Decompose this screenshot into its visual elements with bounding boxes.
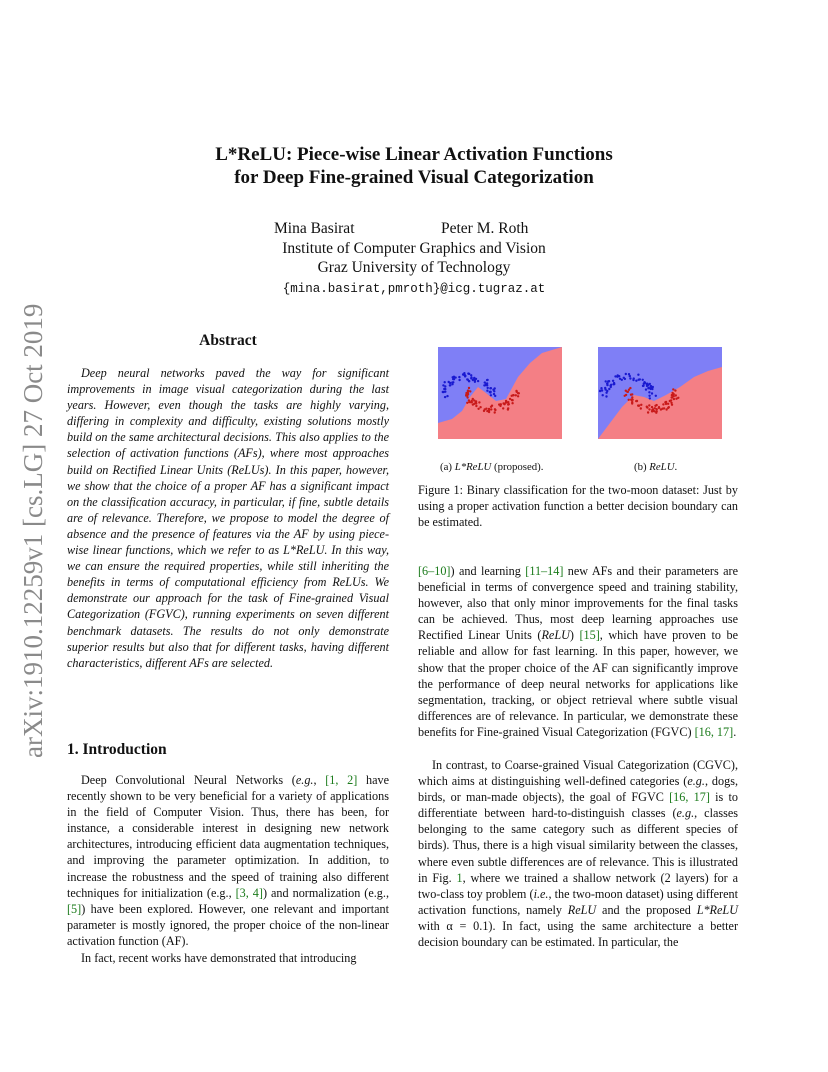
blue-point [608, 380, 610, 382]
blue-point [637, 374, 639, 376]
blue-point [635, 380, 637, 382]
blue-point [648, 395, 650, 397]
blue-point [613, 383, 615, 385]
red-point [507, 401, 509, 403]
author-1: Mina Basirat [274, 220, 355, 237]
red-point [469, 390, 471, 392]
figure-reference-link[interactable]: 1 [456, 870, 463, 885]
email: {mina.basirat,pmroth}@icg.tugraz.at [282, 282, 546, 296]
red-point [468, 387, 470, 389]
arxiv-id: arXiv:1910.12259v1 [cs.LG] 27 Oct 2019 [18, 303, 48, 758]
blue-point [449, 384, 451, 386]
red-point [655, 404, 657, 406]
blue-point [487, 387, 489, 389]
red-point [660, 408, 662, 410]
section-heading-introduction: 1. Introduction [67, 741, 167, 758]
blue-point [642, 379, 644, 381]
blue-point [652, 386, 654, 388]
red-point [512, 394, 514, 396]
red-point [640, 407, 642, 409]
blue-point [444, 391, 446, 393]
blue-point [605, 395, 607, 397]
red-point [473, 399, 475, 401]
red-point [670, 402, 672, 404]
blue-point [649, 397, 651, 399]
figure-1a-caption: (a) L*ReLU (proposed). [440, 461, 544, 473]
intro-paragraph-2: In fact, recent works have demonstrated that introducing [81, 951, 357, 965]
red-point [471, 401, 473, 403]
figure-1-caption: Figure 1: Binary classification for the two-moon dataset: Just by using a proper activation function a better decision boundary can be estimated. [418, 483, 738, 530]
blue-point [486, 390, 488, 392]
figure-1b-plot [598, 347, 722, 439]
red-point [636, 400, 638, 402]
figure-1b-caption: (b) ReLU. [634, 461, 678, 473]
red-point [628, 399, 630, 401]
blue-point [464, 375, 466, 377]
blue-point [486, 382, 488, 384]
red-point [515, 394, 517, 396]
red-point [665, 403, 667, 405]
blue-point [651, 388, 653, 390]
red-point [628, 389, 630, 391]
citation-link[interactable]: [16, 17] [669, 790, 710, 805]
red-point [656, 408, 658, 410]
paper-title-line-2: for Deep Fine-grained Visual Categorization [234, 167, 594, 188]
blue-point [489, 391, 491, 393]
blue-point [489, 387, 491, 389]
affiliation-1: Institute of Computer Graphics and Vision [282, 240, 546, 257]
citation-link[interactable]: [16, 17] [694, 724, 734, 739]
red-point [646, 406, 648, 408]
blue-point [446, 395, 448, 397]
citation-link[interactable]: [3, 4] [235, 885, 263, 900]
blue-point [600, 387, 602, 389]
blue-point [623, 377, 625, 379]
red-point [511, 402, 513, 404]
red-point [663, 407, 665, 409]
blue-point [628, 373, 630, 375]
red-point [466, 396, 468, 398]
blue-point [633, 377, 635, 379]
blue-point [477, 380, 479, 382]
blue-point [442, 391, 444, 393]
red-point [483, 410, 485, 412]
red-point [631, 402, 633, 404]
blue-point [625, 373, 627, 375]
blue-point [470, 377, 472, 379]
red-point [658, 406, 660, 408]
arxiv-sidebar-stamp [12, 290, 52, 760]
blue-point [648, 387, 650, 389]
blue-point [605, 380, 607, 382]
blue-point [621, 379, 623, 381]
red-point [517, 395, 519, 397]
red-point [672, 388, 674, 390]
blue-point [616, 376, 618, 378]
red-point [673, 393, 675, 395]
red-point [631, 399, 633, 401]
red-point [499, 405, 501, 407]
blue-point [444, 381, 446, 383]
red-point [485, 408, 487, 410]
blue-point [486, 379, 488, 381]
red-point [655, 412, 657, 414]
red-point [624, 395, 626, 397]
red-point [673, 398, 675, 400]
blue-point [458, 379, 460, 381]
blue-point [646, 384, 648, 386]
red-point [667, 403, 669, 405]
citation-link[interactable]: [1, 2] [325, 773, 358, 787]
red-point [511, 399, 513, 401]
red-point [479, 406, 481, 408]
blue-point [452, 376, 454, 378]
blue-point [490, 394, 492, 396]
red-point [674, 389, 676, 391]
right-paragraph-2: In contrast, to Coarse-grained Visual Categorization (CGVC), which aims at distinguishing well-defined categories (e.g., dogs, birds, or man-made objects), the goal of FGVC [16, 17] is to differentiate between hard-to-distinguish classes (e.g., classes belonging to the same category such as different species of birds). Thus, there is a high visual similarity between the classes, where even subtle differences are of relevance. This is illustrated in Fig. 1, where we trained a shallow network (2 layers) for a two-class toy problem (i.e., the two-moon dataset) using different activation functions, namely ReLU and the proposed L*ReLU with α = 0.1). In fact, using the same architecture a better decision boundary can be estimated. In particular, the [418, 758, 739, 950]
blue-point [612, 380, 614, 382]
intro-paragraph-1: Deep Convolutional Neural Networks (e.g., [1, 2] have recently shown to be very beneficial for a variety of applications in the field of Computer Vision. Thus, there has been, for instance, a considerable interest in designing new network architectures, introducing efficient data augmentation techniques, and improving the parameter optimization. In addition, to increase the robustness and the speed of training also different techniques for initialization (e.g., [3, 4]) and normalization (e.g., [5]) have been explored. However, one relevant and important parameter is mostly ignored, the proper choice of the non-linear activation function (AF). [67, 773, 390, 948]
citation-link[interactable]: [11–14] [525, 564, 564, 578]
figure-1a-plot [438, 347, 562, 439]
red-point [515, 390, 517, 392]
blue-point [443, 388, 445, 390]
red-point [490, 406, 492, 408]
red-point [662, 403, 664, 405]
red-point [640, 404, 642, 406]
red-point [670, 399, 672, 401]
red-point [505, 400, 507, 402]
blue-point [467, 372, 469, 374]
red-point [472, 403, 474, 405]
blue-point [466, 378, 468, 380]
blue-point [473, 378, 475, 380]
affiliation-2: Graz University of Technology [317, 259, 511, 276]
blue-point [638, 379, 640, 381]
blue-point [458, 376, 460, 378]
red-point [648, 404, 650, 406]
red-point [675, 394, 677, 396]
right-paragraph-1: [6–10]) and learning [11–14] new AFs and their parameters are beneficial in terms of convergence speed and training stability, however, also that only minor improvements for the final tasks can be achieved. Thus, most deep learning approaches use Rectified Linear Units (ReLU) [15], which have proven to be reliable and allow for fast learning. In this paper, however, we show that the proper choice of the AF can significantly improve the performance of deep neural networks for applications like segmentation, tracking, or object retrieval where subtle visual differences are of relevance. In particular, we demonstrate these benefits for Fine-grained Visual Categorization (FGVC) [16, 17]. [418, 564, 738, 739]
red-point [494, 411, 496, 413]
blue-point [468, 380, 470, 382]
blue-point [449, 382, 451, 384]
red-point [647, 411, 649, 413]
red-point [466, 402, 468, 404]
red-point [648, 408, 650, 410]
blue-point [608, 388, 610, 390]
blue-point [648, 391, 650, 393]
red-point [651, 409, 653, 411]
citation-link[interactable]: [5] [67, 901, 82, 916]
red-point [651, 406, 653, 408]
abstract-heading: Abstract [199, 332, 257, 349]
red-point [631, 393, 633, 395]
blue-point [483, 384, 485, 386]
blue-point [470, 374, 472, 376]
blue-point [601, 389, 603, 391]
blue-point [492, 389, 494, 391]
blue-point [629, 377, 631, 379]
red-point [518, 392, 520, 394]
blue-point [644, 382, 646, 384]
red-point [502, 407, 504, 409]
red-point [475, 405, 477, 407]
blue-point [463, 372, 465, 374]
blue-point [452, 381, 454, 383]
red-point [667, 407, 669, 409]
red-point [494, 408, 496, 410]
blue-point [610, 386, 612, 388]
red-point [490, 408, 492, 410]
red-point [486, 410, 488, 412]
blue-point [604, 388, 606, 390]
abstract-text: Deep neural networks paved the way for significant improvements in image visual categorization during the last years. However, even though the tasks are highly varying, differing in complexity and difficulty, existing solutions mostly build on the same architectural decisions. This also applies to the selection of activation functions (AFs), where most approaches build on Rectified Linear Units (ReLUs). In this paper, however, we show that the choice of a proper AF has a significant impact on the classification accuracy, in particular, if fine, subtle details are of relevance. Therefore, we propose to model the degree of absence and the presence of features via the AF by using piece-wise linear functions, which we refer to as L*ReLU. In this way, we can ensure the required properties, while still inheriting the benefits in terms of computational efficiency from ReLUs. We demonstrate our approach for the task of Fine-grained Visual Categorization (FGVC), running experiments on seven different benchmark datasets. The results do not only demonstrate superior results but also that for different tasks, having different characteristics, different AFs are selected. [67, 366, 389, 670]
red-point [467, 393, 469, 395]
blue-point [442, 384, 444, 386]
red-point [478, 401, 480, 403]
blue-point [444, 396, 446, 398]
red-point [626, 391, 628, 393]
blue-point [606, 384, 608, 386]
red-point [475, 402, 477, 404]
citation-link[interactable]: [15] [579, 628, 600, 643]
blue-point [645, 388, 647, 390]
red-point [638, 405, 640, 407]
red-point [673, 395, 675, 397]
blue-point [651, 392, 653, 394]
red-point [507, 408, 509, 410]
author-2: Peter M. Roth [441, 220, 529, 237]
citation-link[interactable]: [6–10] [418, 564, 451, 578]
blue-point [602, 394, 604, 396]
red-point [477, 408, 479, 410]
blue-point [655, 395, 657, 397]
red-point [631, 396, 633, 398]
red-point [677, 397, 679, 399]
paper-title-line-1: L*ReLU: Piece-wise Linear Activation Functions [215, 144, 613, 165]
blue-point [493, 393, 495, 395]
red-point [508, 403, 510, 405]
